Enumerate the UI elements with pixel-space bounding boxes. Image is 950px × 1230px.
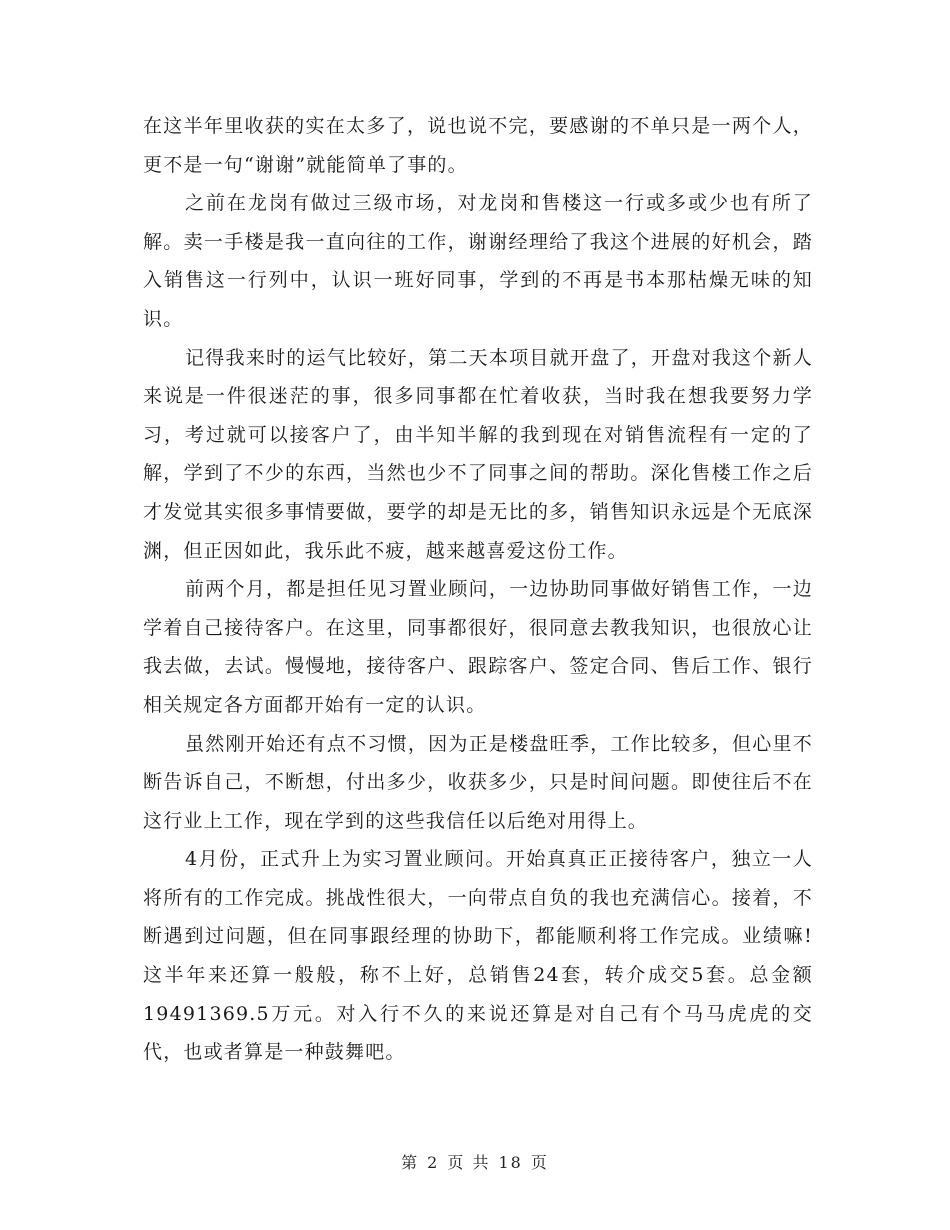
page-footer: [0, 1150, 950, 1173]
paragraph-4: 前两个月，都是担任见习置业顾问，一边协助同事做好销售工作，一边学着自己接待客户。在这里，同事都很好，很同意去教我知识，也很放心让我去做，去试。慢慢地，接待客户、跟踪客户、签定合同、售后工作、银行相关规定各方面都开始有一定的认识。: [143, 578, 813, 716]
paragraph-5: 虽然刚开始还有点不习惯，因为正是楼盘旺季，工作比较多，但心里不断告诉自己，不断想，付出多少，收获多少，只是时间问题。即使往后不在这行业上工作，现在学到的这些我信任以后绝对用得上。: [143, 732, 813, 832]
paragraph-2: 之前在龙岗有做过三级市场，对龙岗和售楼这一行或多或少也有所了解。卖一手楼是我一直向往的工作，谢谢经理给了我这个进展的好机会，踏入销售这一行列中，认识一班好同事，学到的不再是书本那枯燥无味的知识。: [143, 192, 813, 330]
paragraph-1: 在这半年里收获的实在太多了，说也说不完，要感谢的不单只是一两个人，更不是一句“谢谢”就能简单了事的。: [143, 115, 813, 176]
paragraph-3: 记得我来时的运气比较好，第二天本项目就开盘了，开盘对我这个新人来说是一件很迷茫的事，很多同事都在忙着收获，当时我在想我要努力学习，考过就可以接客户了，由半知半解的我到现在对销售流程有一定的了解，学到了不少的东西，当然也少不了同事之间的帮助。深化售楼工作之后才发觉其实很多事情要做，要学的却是无比的多，销售知识永远是个无底深渊，但正因如此，我乐此不疲，越来越喜爱这份工作。: [143, 346, 813, 562]
footer-prefix: 第: [401, 1153, 420, 1172]
document-body: [143, 107, 813, 1072]
footer-total-pages: 18: [498, 1153, 523, 1172]
footer-middle: 页 共: [447, 1153, 491, 1172]
paragraph-6: 4月份，正式升上为实习置业顾问。开始真真正正接待客户，独立一人将所有的工作完成。挑战性很大，一向带点自负的我也充满信心。接着，不断遇到过问题，但在同事跟经理的协助下，都能顺利将工作完成。业绩嘛!这半年来还算一般般，称不上好，总销售24套，转介成交5套。总金额19491369.5万元。对入行不久的来说还算是对自己有个马马虎虎的交代，也或者算是一种鼓舞吧。: [143, 848, 813, 1064]
footer-suffix: 页: [530, 1153, 549, 1172]
footer-page-number: 2: [427, 1153, 440, 1172]
